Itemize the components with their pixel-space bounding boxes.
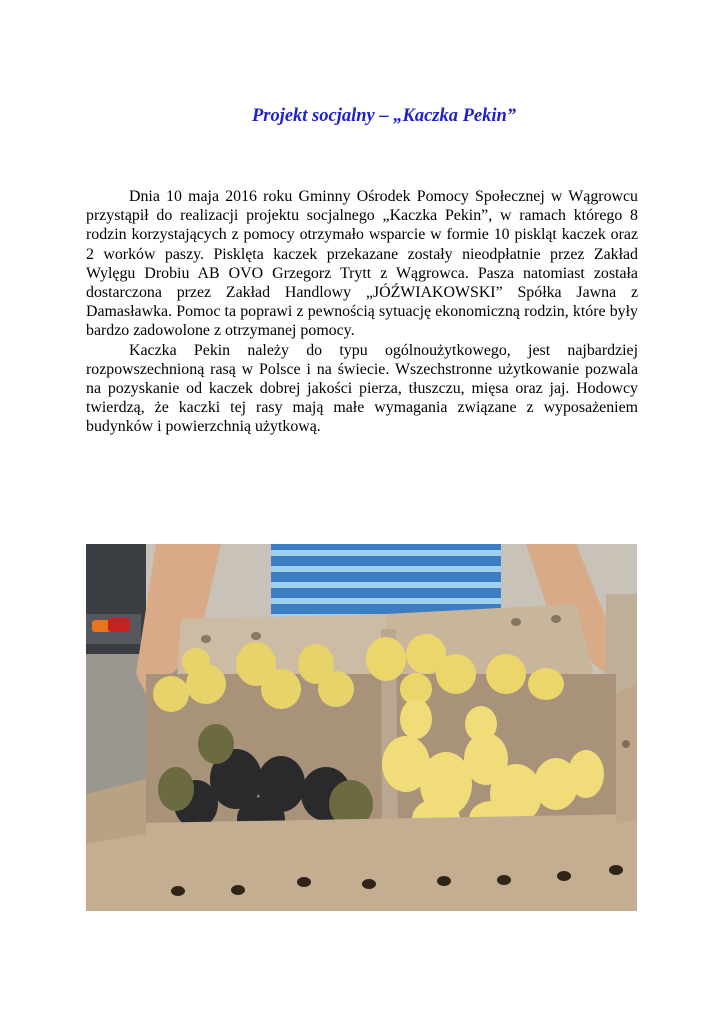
ducklings-photo (86, 544, 637, 911)
document-body (86, 187, 638, 437)
paragraph-breed: Kaczka Pekin należy do typu ogólnoużytkowego, jest najbardziej rozpowszechnioną rasą w Polsce i na świecie. Wszechstronne użytkowanie pozwala na pozyskanie od kaczek dobrej jakości pierza, tłuszczu, mięsa oraz jaj. Hodowcy twierdzą, że kaczki tej rasy mają małe wymagania związane z wyposażeniem budynków i powierzchnią użytkową. (86, 341, 638, 436)
paragraph-intro: Dnia 10 maja 2016 roku Gminny Ośrodek Pomocy Społecznej w Wągrowcu przystąpił do realizacji projektu socjalnego „Kaczka Pekin”, w ramach którego 8 rodzin korzystających z pomocy otrzymało wsparcie w formie 10 piskląt kaczek oraz 2 worków paszy. Pisklęta kaczek przekazane zostały nieodpłatnie przez Zakład Wylęgu Drobiu AB OVO Grzegorz Trytt z Wągrowca. Pasza natomiast została dostarczona przez Zakład Handlowy „JÓŹWIAKOWSKI” Spółka Jawna z Damasławka. Pomoc ta poprawi z pewnością sytuację ekonomiczną rodzin, które były bardzo zadowolone z otrzymanej pomocy. (86, 188, 638, 340)
page-title: Projekt socjalny – „Kaczka Pekin” (251, 106, 517, 126)
